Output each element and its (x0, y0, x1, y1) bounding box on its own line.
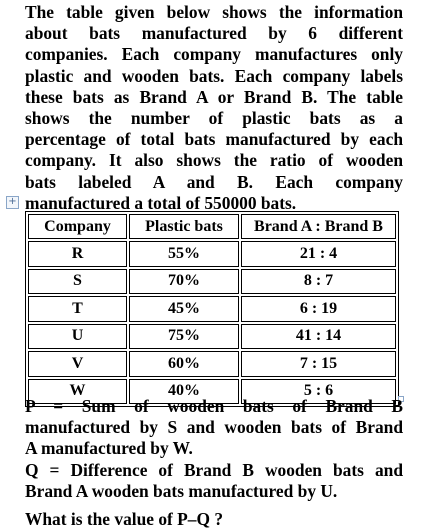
plastic-percent-cell: 60% (129, 351, 239, 377)
table-row (28, 296, 396, 322)
plastic-percent-cell: 40% (129, 379, 239, 405)
intro-line: plastic and wooden bats. Each company labels (25, 65, 403, 86)
company-cell: U (28, 324, 127, 350)
brand-ratio-cell: 8 : 7 (241, 269, 396, 295)
plastic-percent-cell: 55% (129, 241, 239, 267)
table-row (28, 324, 396, 350)
brand-ratio-cell: 41 : 14 (241, 324, 396, 350)
company-cell: R (28, 241, 127, 267)
table-row (28, 241, 396, 267)
brand-ratio-cell: 7 : 15 (241, 351, 396, 377)
table-row (28, 351, 396, 377)
intro-line: company. It also shows the ratio of wooden (25, 150, 403, 171)
plastic-percent-cell: 75% (129, 324, 239, 350)
definition-line: P = Sum of wooden bats of Brand B (25, 396, 403, 416)
brand-ratio-cell: 21 : 4 (241, 241, 396, 267)
definition-line: manufactured by S and wooden bats of Brand (25, 417, 403, 438)
definition-line: Q = Difference of Brand B wooden bats and (25, 459, 403, 480)
definitions-paragraph (25, 396, 403, 502)
definition-line: A manufactured by W. (25, 438, 193, 459)
bats-table (25, 211, 399, 407)
intro-line: companies. Each company manufactures only (25, 44, 403, 65)
intro-line: manufactured a total of 550000 bats. (25, 192, 297, 213)
column-header-company: Company (28, 214, 127, 239)
column-header-plastic-bats: Plastic bats (129, 214, 239, 239)
brand-ratio-cell: 5 : 6 (241, 379, 396, 405)
plastic-percent-cell: 45% (129, 296, 239, 322)
intro-line: percentage of total bats manufactured by each (25, 129, 403, 150)
table-header-row (28, 214, 396, 239)
company-cell: W (28, 379, 127, 405)
intro-line: about bats manufactured by 6 different (25, 23, 403, 44)
definition-line: Brand A wooden bats manufactured by U. (25, 480, 338, 501)
company-cell: S (28, 269, 127, 295)
brand-ratio-cell: 6 : 19 (241, 296, 396, 322)
intro-line: bats labeled A and B. Each company (25, 171, 403, 192)
company-cell: T (28, 296, 127, 322)
intro-line: The table given below shows the information (25, 2, 403, 22)
question-text: What is the value of P–Q ? (25, 509, 224, 529)
intro-line: shows the number of plastic bats as a (25, 108, 403, 129)
company-cell: V (28, 351, 127, 377)
intro-line: these bats as Brand A or Brand B. The table (25, 86, 403, 107)
table-row (28, 269, 396, 295)
table-move-handle-icon[interactable]: + (6, 196, 19, 209)
intro-paragraph (25, 2, 403, 214)
plastic-percent-cell: 70% (129, 269, 239, 295)
column-header-brand-ratio: Brand A : Brand B (241, 214, 396, 239)
